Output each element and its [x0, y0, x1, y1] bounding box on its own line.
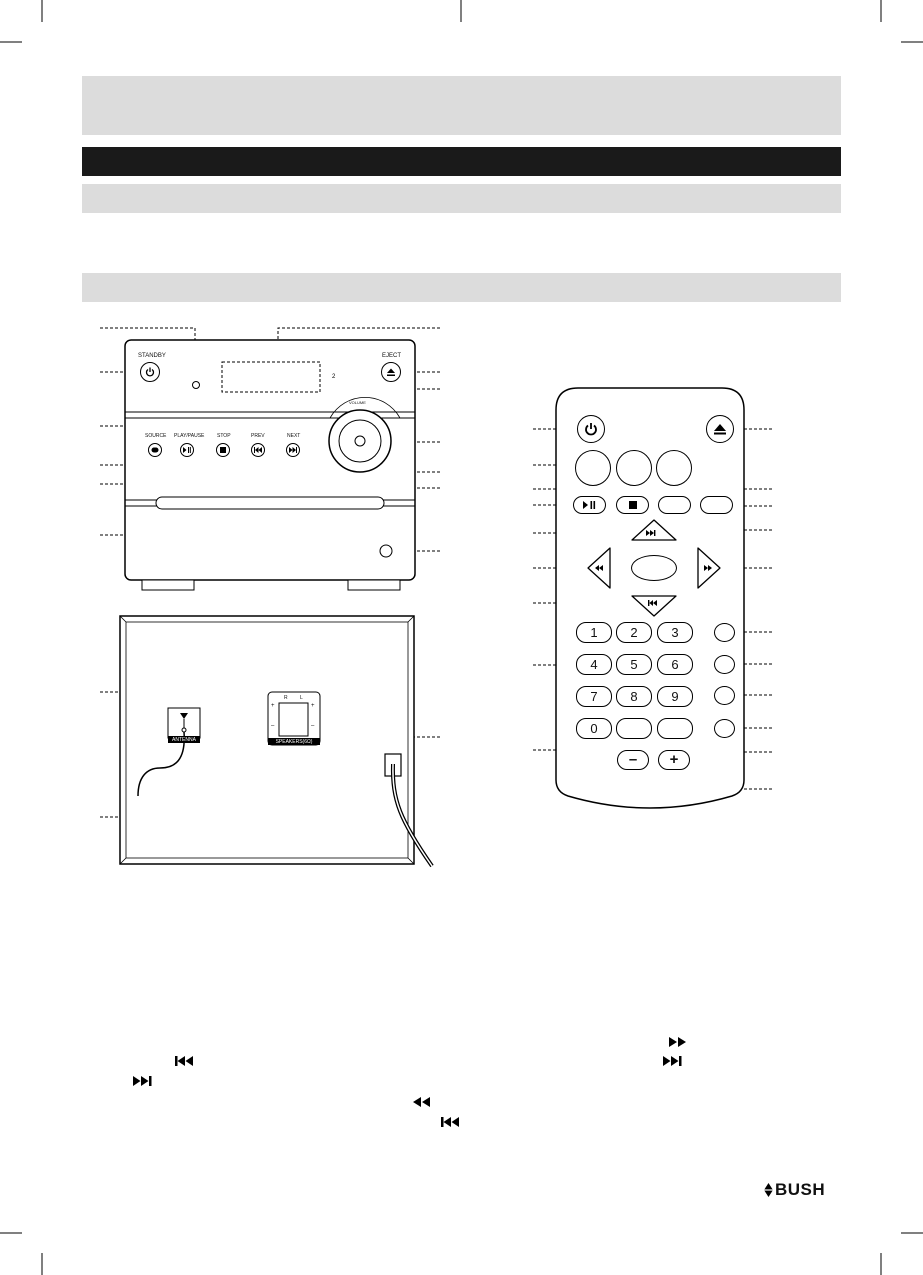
fast-forward-icon	[668, 1036, 688, 1048]
brand-logo-text: BUSH	[775, 1180, 826, 1199]
header-band	[82, 76, 841, 135]
terminal-plus-left: +	[271, 703, 275, 709]
antenna-label: ANTENNA	[172, 737, 196, 743]
remote-key-d[interactable]	[658, 496, 691, 514]
front-prev-button[interactable]	[251, 443, 265, 457]
prev-label: PREV	[251, 433, 265, 439]
remote-key-f[interactable]	[616, 718, 652, 739]
volume-label: VOLUME	[349, 400, 366, 405]
standby-label: STANDBY	[138, 353, 166, 359]
remote-side-key-2[interactable]	[714, 655, 735, 674]
front-playpause-button[interactable]	[180, 443, 194, 457]
next-label: NEXT	[287, 433, 301, 439]
remote-play-pause-button[interactable]	[573, 496, 606, 514]
subsection-bar-2	[82, 273, 841, 302]
play-pause-icon	[183, 447, 191, 453]
stop-label: STOP	[217, 433, 231, 439]
eject-icon	[386, 367, 396, 377]
source-label: SOURCE	[145, 433, 167, 439]
front-eject-button[interactable]	[381, 362, 401, 382]
remote-key-a[interactable]	[575, 450, 611, 486]
rear-unit-diagram	[90, 610, 450, 880]
bush-logo-icon	[764, 1183, 773, 1197]
prev-icon	[440, 1116, 462, 1128]
section-title-bar	[82, 147, 841, 176]
remote-key-5[interactable]: 5	[616, 654, 652, 675]
remote-enter-button[interactable]	[631, 555, 677, 581]
playpause-label: PLAY/PAUSE	[174, 433, 205, 439]
remote-key-3[interactable]: 3	[657, 622, 693, 643]
terminal-minus-right: –	[311, 723, 315, 729]
front-unit-diagram	[90, 318, 450, 598]
eject-icon	[713, 422, 727, 436]
next-icon	[662, 1055, 684, 1067]
remote-power-button[interactable]	[577, 415, 605, 443]
prev-icon	[254, 447, 262, 453]
eject-label: EJECT	[382, 353, 402, 359]
rewind-icon	[411, 1096, 431, 1108]
next-icon	[289, 447, 297, 453]
volume-knob[interactable]	[329, 410, 391, 472]
terminal-right-label: R	[284, 695, 288, 701]
front-stop-button[interactable]	[216, 443, 230, 457]
svg-text:2: 2	[332, 374, 336, 380]
remote-eject-button[interactable]	[706, 415, 734, 443]
terminal-minus-left: –	[271, 723, 275, 729]
power-icon	[584, 422, 598, 436]
remote-stop-button[interactable]	[616, 496, 649, 514]
source-icon	[151, 447, 159, 453]
play-pause-icon	[583, 501, 597, 509]
remote-key-e[interactable]	[700, 496, 733, 514]
remote-key-8[interactable]: 8	[616, 686, 652, 707]
remote-key-7[interactable]: 7	[576, 686, 612, 707]
stop-icon	[629, 501, 637, 509]
remote-key-g[interactable]	[657, 718, 693, 739]
remote-key-1[interactable]: 1	[576, 622, 612, 643]
remote-key-4[interactable]: 4	[576, 654, 612, 675]
remote-volume-down-button[interactable]: –	[617, 750, 649, 770]
front-standby-button[interactable]	[140, 362, 160, 382]
remote-volume-up-button[interactable]: +	[658, 750, 690, 770]
power-icon	[145, 367, 155, 377]
speakers-label: SPEAKERS(6Ω)	[275, 739, 313, 745]
remote-side-key-3[interactable]	[714, 686, 735, 705]
remote-key-9[interactable]: 9	[657, 686, 693, 707]
next-icon	[132, 1075, 154, 1087]
remote-side-key-1[interactable]	[714, 623, 735, 642]
remote-key-b[interactable]	[616, 450, 652, 486]
remote-side-key-4[interactable]	[714, 719, 735, 738]
remote-key-2[interactable]: 2	[616, 622, 652, 643]
prev-icon	[174, 1055, 196, 1067]
remote-key-c[interactable]	[656, 450, 692, 486]
stop-icon	[220, 447, 226, 453]
front-next-button[interactable]	[286, 443, 300, 457]
terminal-left-label: L	[300, 695, 303, 701]
remote-key-0[interactable]: 0	[576, 718, 612, 739]
subsection-bar-1	[82, 184, 841, 213]
front-source-button[interactable]	[148, 443, 162, 457]
brand-logo	[764, 1180, 825, 1200]
remote-key-6[interactable]: 6	[657, 654, 693, 675]
remote-prev-key[interactable]	[632, 596, 676, 616]
terminal-plus-right: +	[311, 703, 315, 709]
